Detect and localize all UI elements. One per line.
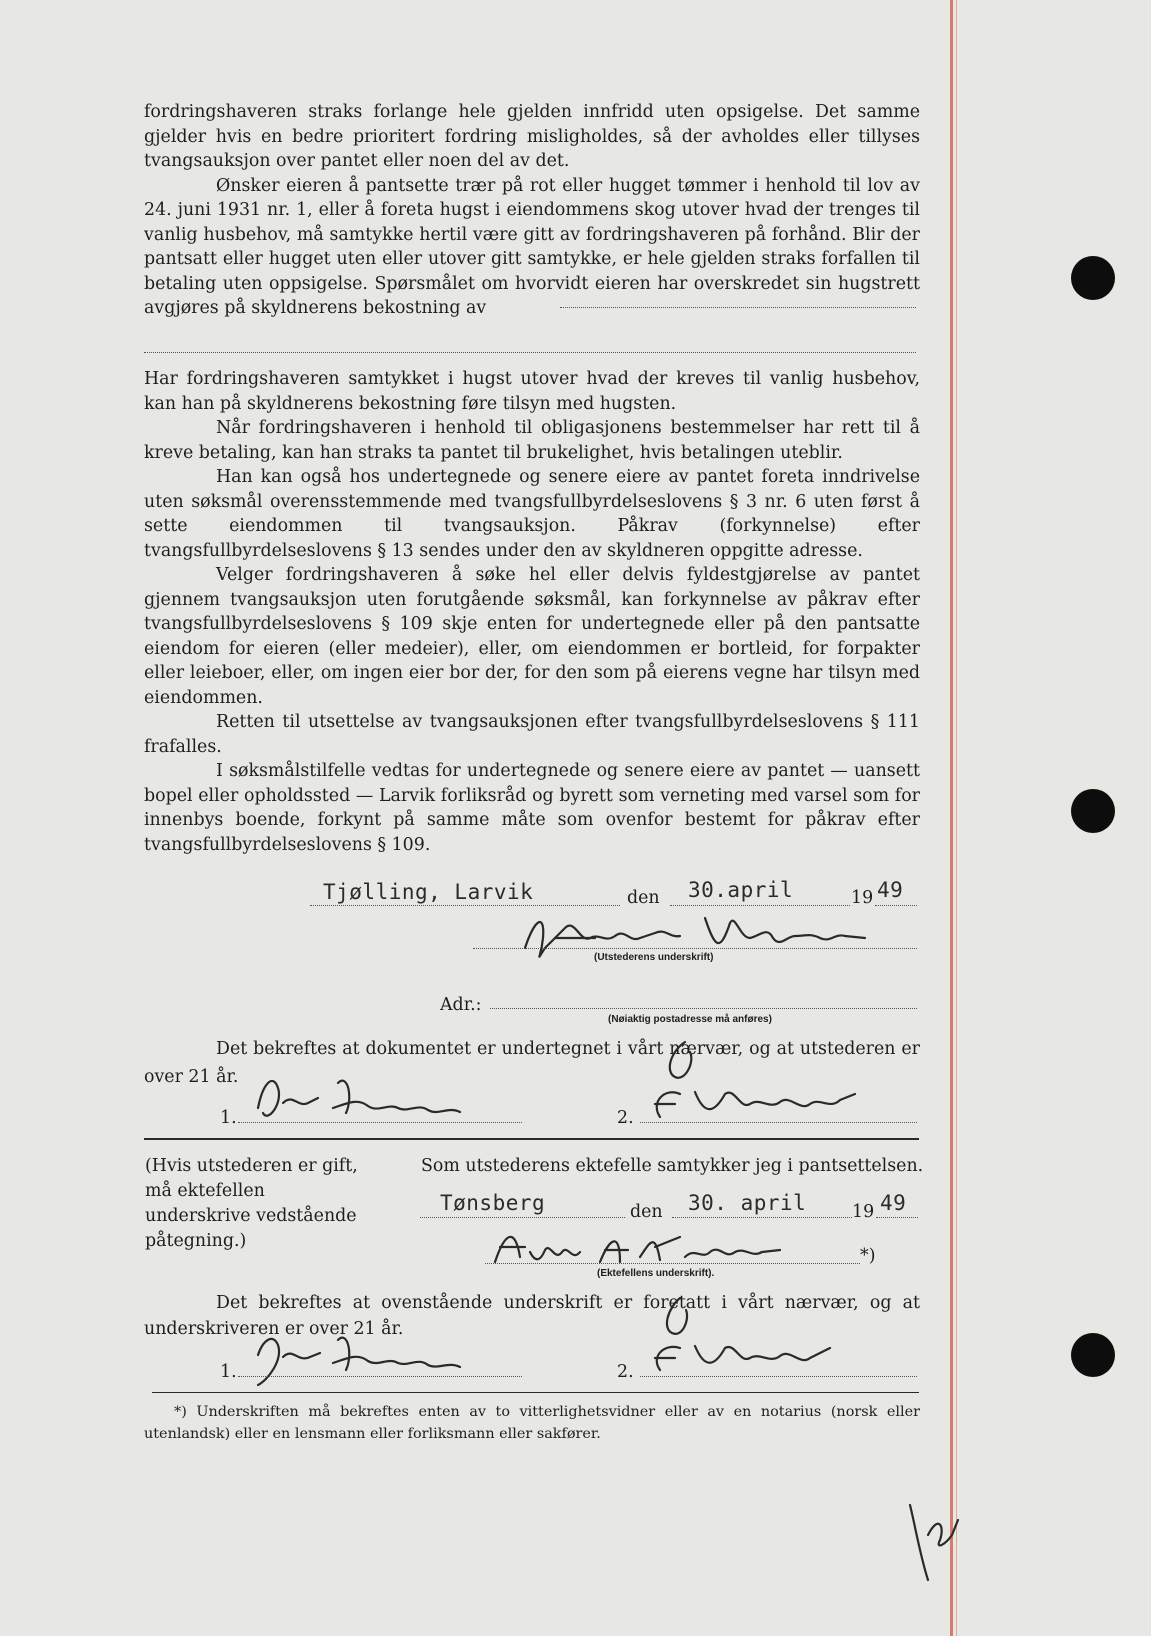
witness-2a-line — [238, 1376, 522, 1377]
spouse-den-label: den — [630, 1202, 663, 1222]
witness-2b-line — [640, 1376, 917, 1377]
body-text-block-1 — [144, 100, 920, 321]
paragraph: Har fordringshaveren samtykket i hugst utover hvad der kreves til vanlig husbehov, kan han på skyldnerens bekostning føre tilsyn med hugsten. — [144, 369, 920, 414]
margin-line-secondary — [956, 0, 957, 1636]
section-rule — [144, 1138, 919, 1140]
fill-in-line — [560, 307, 916, 308]
punch-hole-middle — [1071, 789, 1115, 833]
witness-1-line — [238, 1122, 522, 1123]
paragraph: fordringshaveren straks forlange hele gjelden innfridd uten opsigelse. Det samme gjelder hvis en bedre prioritert fordring misligholdes, så der avholdes eller tillyses tvangsauksjon over pantet eller noen del av det. — [144, 102, 920, 171]
body-text-block-2 — [144, 367, 920, 857]
witness-2-line — [640, 1122, 917, 1123]
address-line — [490, 1008, 917, 1009]
place-line — [310, 905, 620, 906]
spouse-signature-caption: (Ektefellens underskrift). — [597, 1268, 715, 1279]
paragraph: Han kan også hos undertegnede og senere eiere av pantet foreta inndrivelse uten søksmål overensstemmende med tvangsfullbyrdelseslovens § 3 nr. 6 uten først å sette eiendommen til tvangsauksjon. Påkrav (forkynnelse) efter tvangsfullbyrdelseslovens § 13 sendes under den av skyldneren oppgitte adresse. — [144, 467, 920, 561]
punch-hole-top — [1071, 256, 1115, 300]
punch-hole-bottom — [1071, 1333, 1115, 1377]
spouse-star: *) — [860, 1246, 876, 1266]
den-label: den — [627, 888, 660, 908]
year-line — [875, 905, 917, 906]
address-label: Adr.: — [440, 995, 482, 1015]
footnote — [144, 1401, 920, 1445]
year-suffix: 49 — [877, 878, 904, 902]
issuer-date: 30.april — [688, 878, 794, 902]
spouse-signature-line — [485, 1263, 860, 1264]
paragraph: Det bekreftes at dokumentet er undertegnet i vårt nærvær, og at utstederen er over 21 år. — [144, 1039, 920, 1087]
spouse-note: (Hvis utstederen er gift, må ektefellen underskrive vedstående påtegning.) — [145, 1156, 358, 1251]
witness-1-signature — [238, 1068, 508, 1130]
witness-number-1: 1. — [220, 1108, 237, 1128]
spouse-year-prefix: 19 — [852, 1202, 875, 1222]
issuer-place: Tjølling, Larvik — [323, 880, 534, 904]
witness-2b-signature — [640, 1288, 890, 1383]
spouse-date-line — [672, 1217, 852, 1218]
fill-in-line — [144, 352, 916, 353]
spouse-date: 30. april — [688, 1191, 807, 1215]
spouse-year-line — [876, 1217, 918, 1218]
witness-2-signature — [640, 1032, 890, 1127]
paragraph: I søksmålstilfelle vedtas for undertegnede og senere eiere av pantet — uansett bopel eller opholdssted — Larvik forliksråd og byrett som verneting med varsel som for innenbys boende, forkynt på samme måte som ovenfor bestemt for påkrav efter tvangsfullbyrdelseslovens § 109. — [144, 761, 920, 855]
date-line — [670, 905, 850, 906]
paragraph: Det bekreftes at ovenstående underskrift er foretatt i vårt nærvær, og at underskriveren er over 21 år. — [144, 1293, 920, 1339]
spouse-year-suffix: 49 — [880, 1191, 907, 1215]
witness-2-number-2: 2. — [617, 1362, 634, 1382]
initials-mark — [900, 1485, 970, 1585]
footnote-rule — [152, 1392, 919, 1393]
spouse-place: Tønsberg — [440, 1191, 546, 1215]
witness-2a-signature — [238, 1325, 508, 1390]
paragraph: Retten til utsettelse av tvangsauksjonen efter tvangsfullbyrdelseslovens § 111 frafalles. — [144, 712, 920, 757]
signature-caption: (Utstederens underskrift) — [594, 952, 714, 963]
paragraph: Når fordringshaveren i henhold til obligasjonens bestemmelser har rett til å kreve betaling, kan han straks ta pantet til brukelighet, hvis betalingen uteblir. — [144, 418, 920, 463]
spouse-signature — [480, 1222, 820, 1272]
footnote-text: *) Underskriften må bekreftes enten av to vitterlighetsvidner eller av en notarius (norsk eller utenlandsk) eller en lensmann eller forliksmann eller sakfører. — [144, 1404, 920, 1442]
spouse-consent: Som utstederens ektefelle samtykker jeg i pantsettelsen. — [421, 1156, 924, 1176]
witness-2-number-1: 1. — [220, 1362, 237, 1382]
year-prefix: 19 — [851, 888, 874, 908]
paragraph: Ønsker eieren å pantsette trær på rot eller hugget tømmer i henhold til lov av 24. juni 1931 nr. 1, eller å foreta hugst i eiendommens skog utover hvad der trenges til vanlig husbehov, må samtykke hertil være gitt av fordringshaveren på forhånd. Blir der pantsatt eller hugget uten eller utover gitt samtykke, er hele gjelden straks forfallen til betaling uten oppsigelse. Spørsmålet om hvorvidt eieren har overskredet sin hugstrett avgjøres på skyldnerens bekostning av — [144, 175, 920, 318]
address-caption: (Nøiaktig postadresse må anføres) — [608, 1014, 772, 1025]
spouse-place-line — [420, 1217, 625, 1218]
paragraph: Velger fordringshaveren å søke hel eller delvis fyldestgjørelse av pantet gjennem tvangsauksjon uten forutgående søksmål, kan forkynnelse av påkrav efter tvangsfullbyrdelseslovens § 109 skje enten for undertegnede eller på den pantsatte eiendom for eieren (eller medeier), eller, om eiendommen er bortleid, for forpakter eller leieboer, eller, om ingen eier bor der, for den som på eierens vegne har tilsyn med eiendommen. — [144, 565, 920, 708]
margin-line — [950, 0, 953, 1636]
witness-number-2: 2. — [617, 1108, 634, 1128]
signature-line — [473, 948, 917, 949]
